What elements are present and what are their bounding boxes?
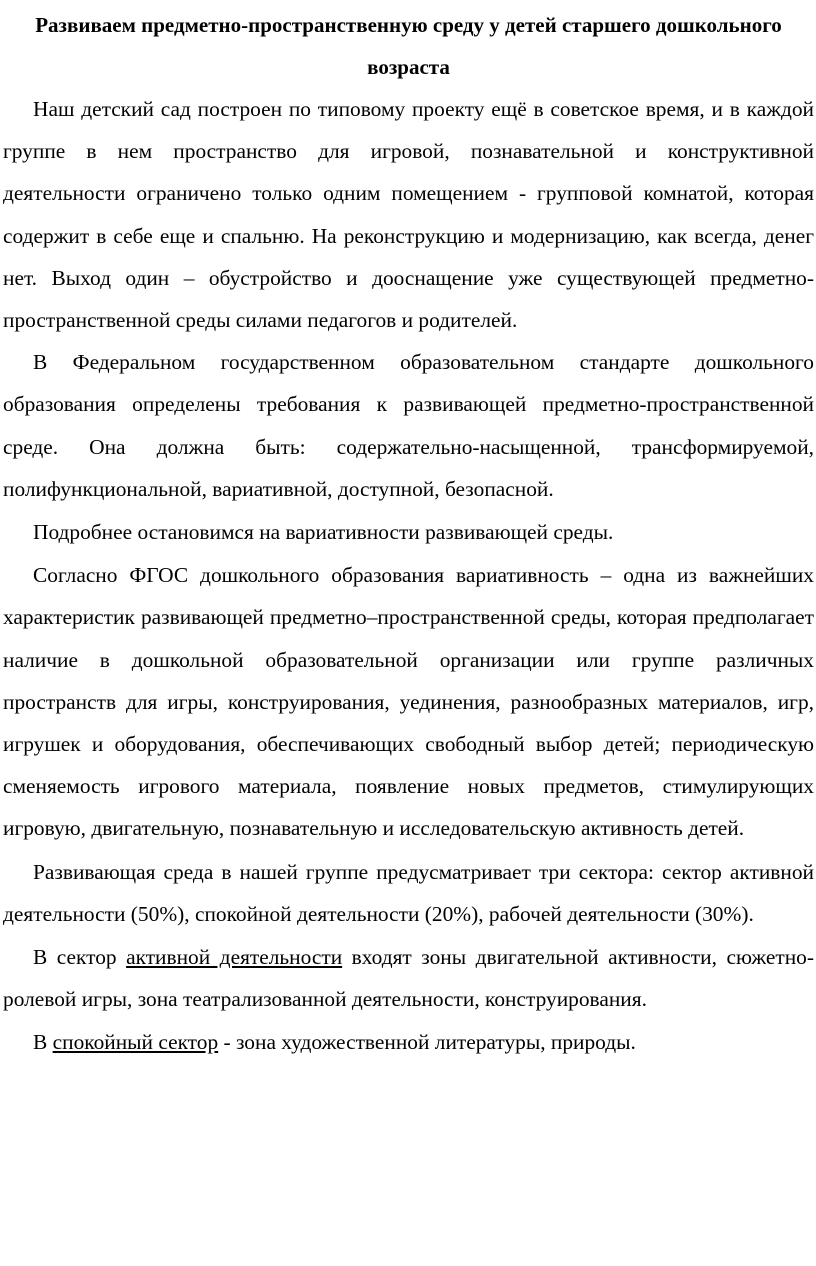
calm-sector-prefix: В [33,1030,53,1055]
document-title: Развиваем предметно-пространственную среду у детей старшего дошкольного возраста [35,13,782,79]
paragraph-active-sector [3,936,814,1020]
active-sector-prefix: В сектор [33,945,127,970]
paragraph-variability-focus: Подробнее остановимся на вариативности развивающей среды. [33,520,614,545]
calm-sector-term: спокойный сектор [52,1030,219,1055]
paragraph-calm-sector [3,1021,814,1063]
active-sector-suffix: входят зоны двигательной активности, сюжетно-ролевой игры, зона театрализованной деятельности, конструирования. [3,945,814,1012]
paragraph-variability-definition: Согласно ФГОС дошкольного образования вариативность – одна из важнейших характеристик развивающей предметно–пространственной среды, которая предполагает наличие в дошкольной образовательной организации или группе различных пространств для игры, конструирования, уединения, разнообразных материалов, игр, игрушек и оборудования, обеспечивающих свободный выбор детей; периодическую сменяемость игрового материала, появление новых предметов, стимулирующих игровую, двигательную, познавательную и исследовательскую активность детей. [3,563,814,841]
paragraph-fgos-requirements: В Федеральном государственном образовательном стандарте дошкольного образования определены требования к развивающей предметно-пространственной среде. Она должна быть: содержательно-насыщенной, трансформируемой, полифункциональной, вариативной, доступной, безопасной. [3,350,814,501]
active-sector-term: активной деятельности [126,945,343,970]
calm-sector-suffix: - зона художественной литературы, природы. [218,1030,636,1055]
paragraph-three-sectors: Развивающая среда в нашей группе предусматривает три сектора: сектор активной деятельности (50%), спокойной деятельности (20%), рабочей деятельности (30%). [3,859,814,926]
paragraph-intro: Наш детский сад построен по типовому проекту ещё в советское время, и в каждой группе в нем пространство для игровой, познавательной и конструктивной деятельности ограничено только одним помещением - групповой комнатой, которая содержит в себе еще и спальню. На реконструкцию и модернизацию, как всегда, денег нет. Выход один – обустройство и дооснащение уже существующей предметно-пространственной среды силами педагогов и родителей. [3,97,814,333]
